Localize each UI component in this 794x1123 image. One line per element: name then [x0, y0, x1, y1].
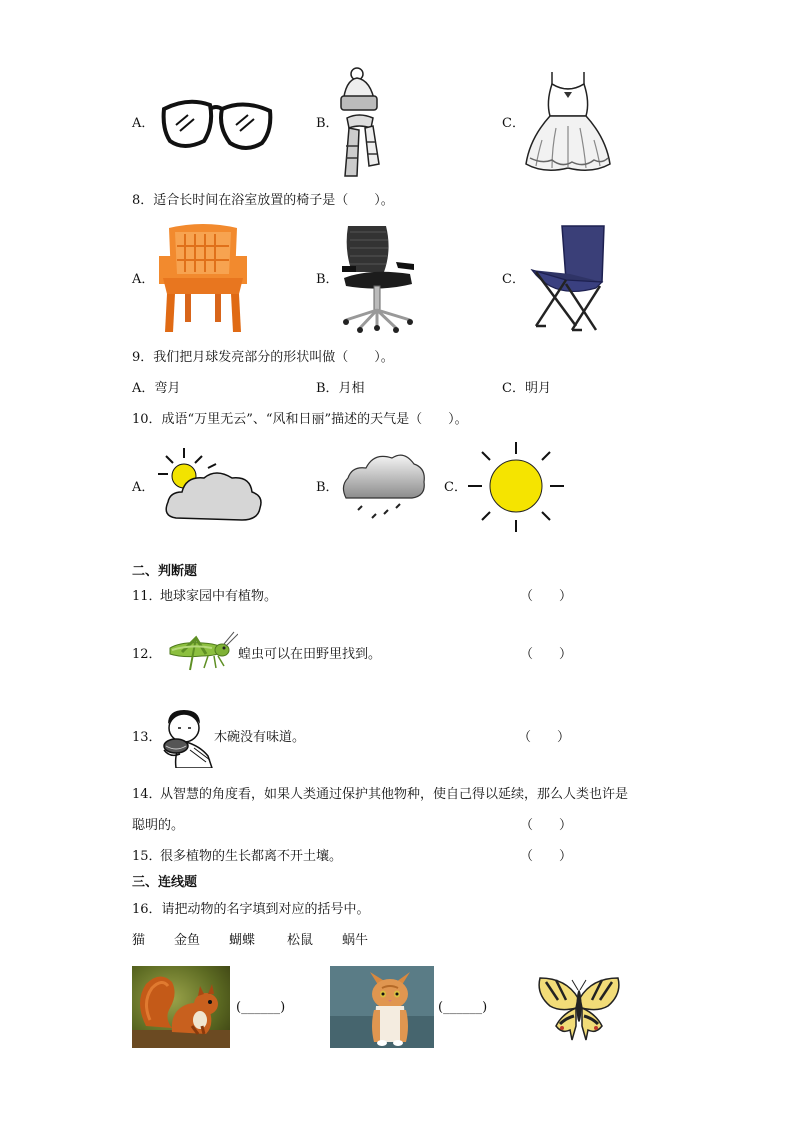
rain-cloud-icon — [338, 450, 428, 524]
q10-option-a-label: A． — [132, 480, 155, 495]
q12-number: 12． — [132, 647, 162, 662]
q13-text: 木碗没有味道。 — [214, 730, 306, 745]
q13-number: 13． — [132, 730, 162, 745]
q12-answer-bracket[interactable]: （ ） — [520, 647, 573, 662]
q7-option-c-label: C． — [502, 116, 525, 131]
kitten-photo — [330, 966, 434, 1048]
kitten-answer-blank[interactable]: (______) — [438, 1000, 488, 1015]
q15-text: 很多植物的生长都离不开土壤。 — [160, 849, 343, 864]
q14-text-continued: 聪明的。 — [132, 818, 185, 833]
q12-text: 蝗虫可以在田野里找到。 — [238, 647, 382, 662]
q16-stem: 16．请把动物的名字填到对应的括号中。 — [132, 902, 370, 917]
q8-option-c-label: C． — [502, 272, 525, 287]
q15-number: 15． — [132, 849, 162, 864]
q9-option-c: C．明月 — [502, 381, 551, 396]
q11-text: 地球家园中有植物。 — [160, 589, 278, 604]
q9-option-a: A．弯月 — [132, 381, 181, 396]
office-chair-image — [340, 222, 418, 334]
hat-and-scarf-image — [335, 66, 385, 178]
section-2-title: 二、判断题 — [132, 564, 198, 579]
q13-answer-bracket[interactable]: （ ） — [518, 730, 571, 745]
partly-cloudy-icon — [158, 446, 266, 528]
swallowtail-butterfly-image — [536, 974, 622, 1042]
q11-number: 11． — [132, 589, 162, 604]
grasshopper-image — [162, 630, 238, 674]
sun-icon — [468, 442, 564, 534]
animal-name-squirrel: 松鼠 — [287, 933, 314, 948]
squirrel-answer-blank[interactable]: (______) — [236, 1000, 286, 1015]
animal-name-cat: 猫 — [132, 933, 146, 948]
animal-name-goldfish: 金鱼 — [174, 933, 201, 948]
q14-text: 从智慧的角度看，如果人类通过保护其他物种，使自己得以延续，那么人类也许是 — [160, 787, 629, 802]
q10-option-c-label: C． — [444, 480, 467, 495]
q7-option-a-label: A． — [132, 116, 155, 131]
dress-image — [522, 68, 614, 174]
animal-name-snail: 蜗牛 — [342, 933, 369, 948]
section-3-title: 三、连线题 — [132, 875, 198, 890]
plastic-chair-image — [155, 222, 250, 334]
q14-answer-bracket[interactable]: （ ） — [520, 818, 573, 833]
q14-number: 14． — [132, 787, 162, 802]
animal-name-butterfly: 蝴蝶 — [229, 933, 256, 948]
q9-option-b: B．月相 — [316, 381, 365, 396]
q8-stem: 8．适合长时间在浴室放置的椅子是（ ）。 — [132, 193, 394, 208]
q9-stem: 9．我们把月球发亮部分的形状叫做（ ）。 — [132, 350, 394, 365]
q8-option-b-label: B． — [316, 272, 339, 287]
sunglasses-image — [160, 95, 275, 155]
folding-chair-image — [526, 222, 608, 334]
q10-option-b-label: B． — [316, 480, 339, 495]
q8-option-a-label: A． — [132, 272, 155, 287]
boy-smelling-bowl-image — [156, 706, 214, 768]
q7-option-b-label: B． — [316, 116, 339, 131]
q11-answer-bracket[interactable]: （ ） — [520, 589, 573, 604]
q10-stem: 10．成语“万里无云”、“风和日丽”描述的天气是（ ）。 — [132, 412, 468, 427]
squirrel-photo — [132, 966, 230, 1048]
q15-answer-bracket[interactable]: （ ） — [520, 849, 573, 864]
